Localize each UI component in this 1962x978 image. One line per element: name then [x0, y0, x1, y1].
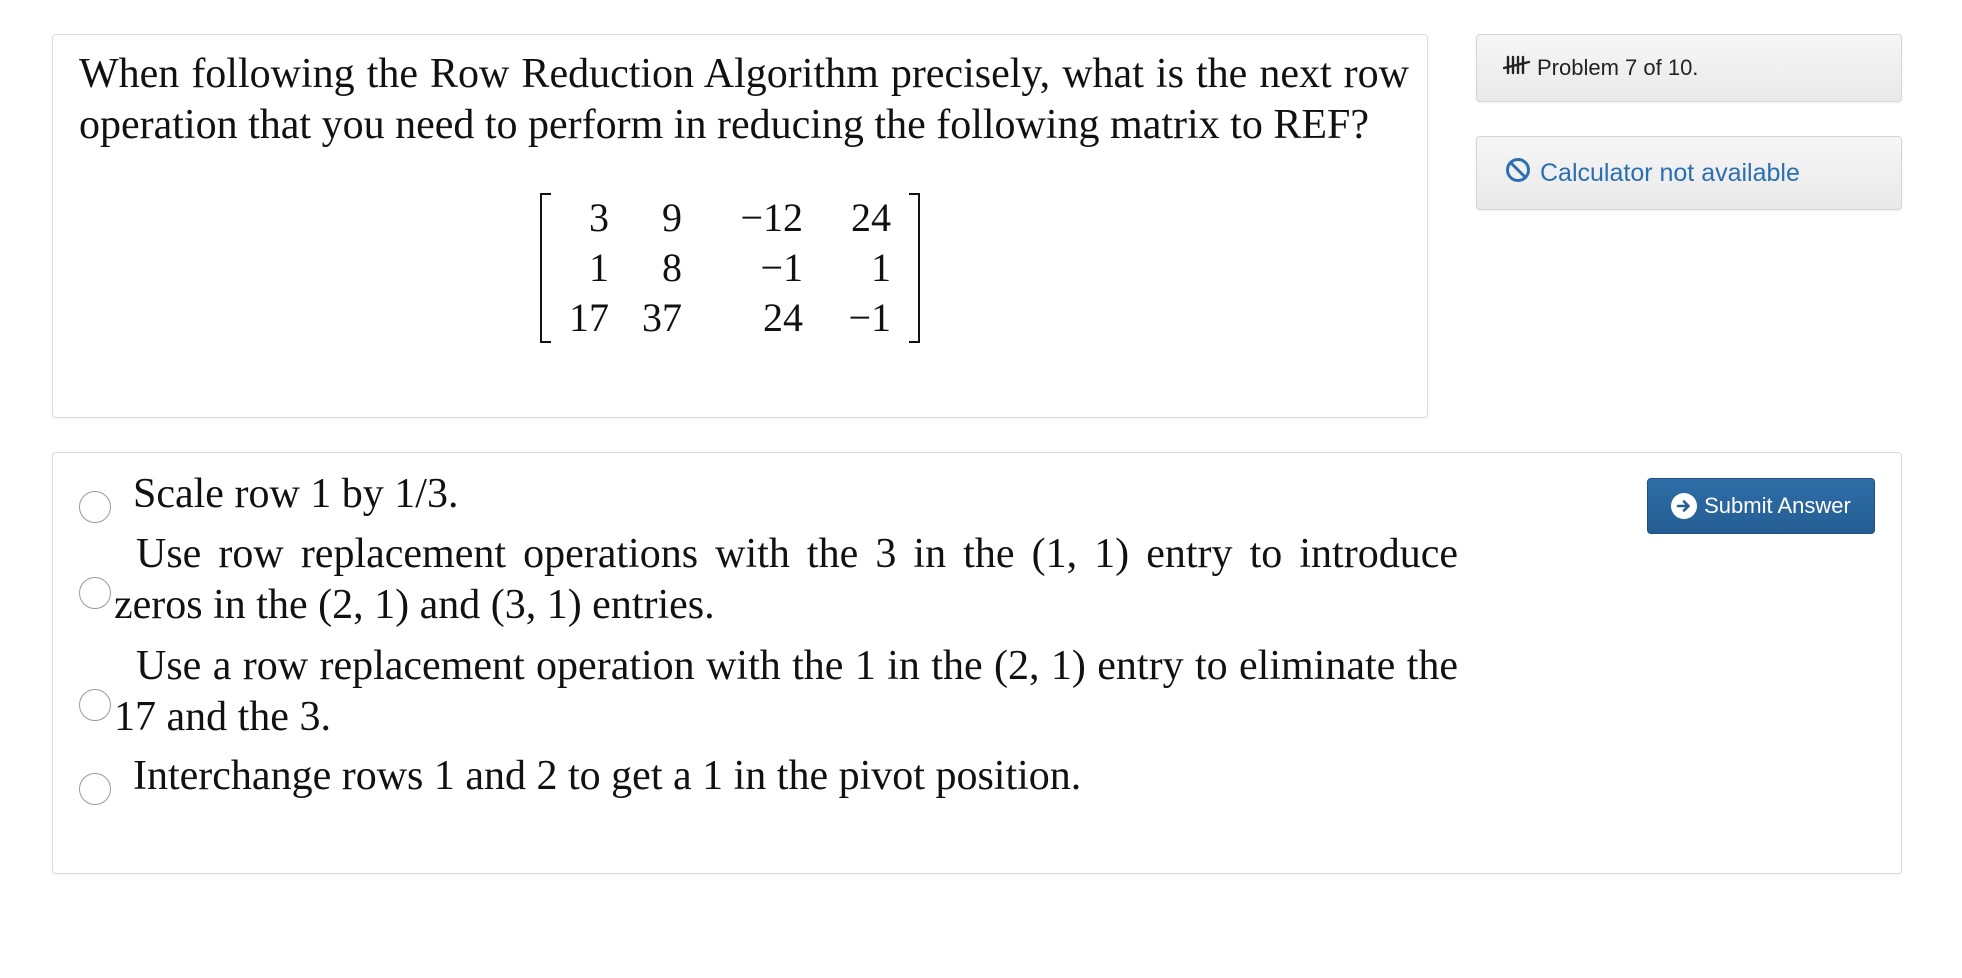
matrix-cell: 9	[662, 195, 682, 240]
radio-button[interactable]	[79, 773, 111, 805]
matrix-cell: −1	[760, 245, 803, 290]
matrix-cell: 17	[569, 295, 609, 340]
matrix-cell: 8	[662, 245, 682, 290]
calculator-status-label: Calculator not available	[1540, 158, 1800, 187]
radio-button[interactable]	[79, 491, 111, 523]
no-calculator-icon	[1505, 157, 1531, 190]
matrix-row	[540, 243, 920, 293]
matrix-cell: 24	[763, 295, 803, 340]
arrow-right-circle-icon	[1671, 493, 1697, 519]
radio-button[interactable]	[79, 577, 111, 609]
matrix-row	[540, 293, 920, 343]
submit-answer-label: Submit Answer	[1704, 493, 1851, 518]
matrix-cell: 3	[589, 195, 609, 240]
matrix	[540, 193, 920, 345]
calculator-status[interactable]	[1505, 137, 1800, 209]
question-panel	[52, 34, 1428, 418]
answer-panel	[52, 452, 1902, 874]
tally-icon	[1503, 55, 1531, 81]
calculator-panel	[1476, 136, 1902, 210]
answer-option-label: Use row replacement operations with the 3 in the (1, 1) entry to introduce zeros in the (2, 1) and (3, 1) entries.	[114, 531, 1458, 628]
matrix-cell: 24	[851, 195, 891, 240]
answer-option-label: Use a row replacement operation with the 1 in the (2, 1) entry to eliminate the 17 and the 3.	[114, 643, 1458, 740]
problem-counter-label: Problem 7 of 10.	[1537, 55, 1699, 80]
submit-answer-button[interactable]	[1647, 478, 1875, 534]
matrix-row	[540, 193, 920, 243]
matrix-cell: 1	[871, 245, 891, 290]
answer-option-label: Interchange rows 1 and 2 to get a 1 in the pivot position.	[133, 753, 1082, 799]
radio-button[interactable]	[79, 689, 111, 721]
problem-counter-panel	[1476, 34, 1902, 102]
answer-option-label: Scale row 1 by 1/3.	[133, 471, 459, 517]
matrix-cell: 37	[642, 295, 682, 340]
problem-counter	[1503, 35, 1698, 101]
matrix-cell: −12	[740, 195, 803, 240]
matrix-cell: 1	[589, 245, 609, 290]
question-text: When following the Row Reduction Algorithm precisely, what is the next row operation that you need to perform in reducing the following matrix to REF?	[79, 51, 1409, 148]
matrix-cell: −1	[848, 295, 891, 340]
